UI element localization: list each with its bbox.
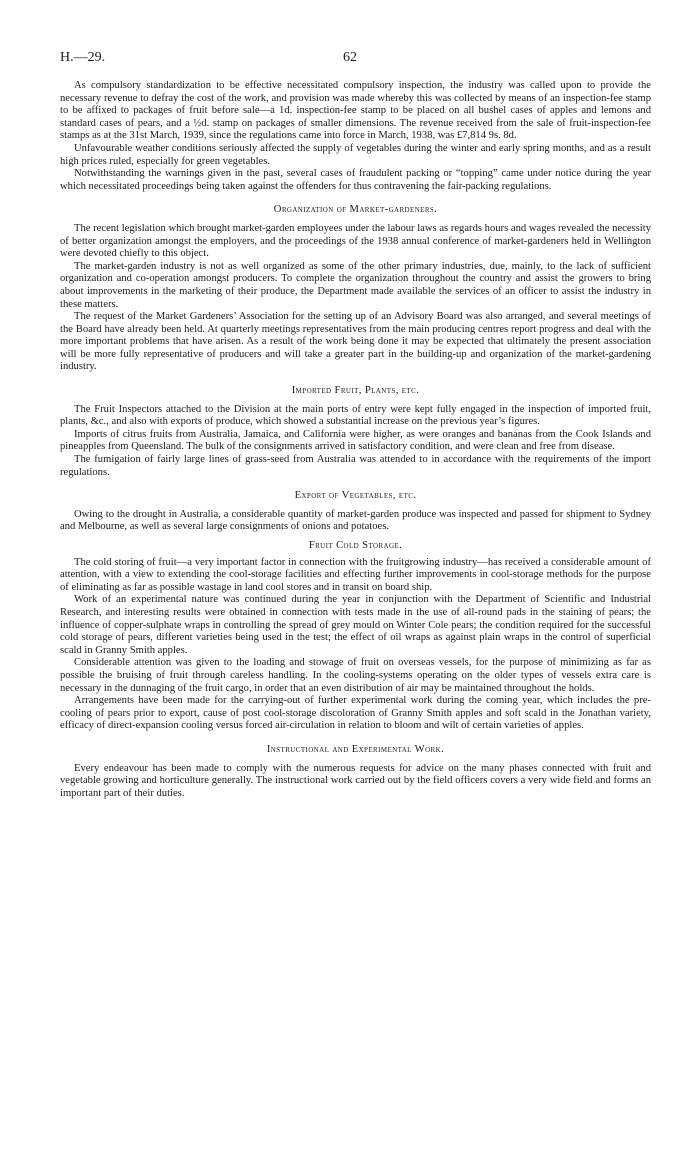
paragraph: Work of an experimental nature was continued during the year in conjunction with the Department of Scientific and Industrial Research, and interesting results were obtained in connection with tests made in the use of all-round pads in the staining of pears; the influence of copper-sulphate wraps in controlling the spread of grey mould on Winter Cole pears; the condition required for the successful cold storage of pears, different varieties being used in the test; the effect of oil wraps as against plain wraps in the control of superficial scald in Granny Smith apples. xyxy=(60,594,651,656)
paragraph: The market-garden industry is not as well organized as some of the other primary industries, due, mainly, to the lack of sufficient organization and co-operation amongst producers. To complete the organization throughout the country and assist the growers to bring about improvements in the marketing of their produce, the Department made available the services of an officer to assist the industry in these matters. xyxy=(60,260,651,310)
paragraph: The fumigation of fairly large lines of grass-seed from Australia was attended to in accordance with the requirements of the import regulations. xyxy=(60,454,651,478)
section-heading: Organization of Market-gardeners. xyxy=(273,204,438,216)
paragraph: As compulsory standardization to be effective necessitated compulsory inspection, the industry was called upon to provide the necessary revenue to defray the cost of the work, and provision was made whereby this was collected by means of an inspection-fee stamp to be affixed to packages of fruit before sale—a 1d. inspection-fee stamp to be placed on all bushel cases of apples and lemons and standard cases of pears, and a ½d. stamp on packages of smaller dimensions. The revenue received from the sale of fruit-inspection-fee stamps as at the 31st March, 1939, since the regulations came into force in March, 1938, was £7,814 9s. 8d. xyxy=(60,80,651,142)
paragraph: The recent legislation which brought market-garden employees under the labour laws as regards hours and wages revealed the necessity of better organization amongst the employers, and the proceedings of the 1938 annual conference of market-gardeners held in Wellington were devoted chiefly to this object. xyxy=(60,222,651,260)
paragraph: Arrangements have been made for the carrying-out of further experimental work during the coming year, which includes the pre-cooling of pears prior to export, cause of post cool-storage discoloration of Granny Smith apples and soft scald in the Jonathan variety, efficacy of direct-expansion cooling versus forced air-circulation in relation to bloom and wilt of certain varieties of apples. xyxy=(60,695,651,732)
section-heading: Export of Vegetables, etc. xyxy=(294,490,417,502)
paragraph: Imports of citrus fruits from Australia, Jamaica, and California were higher, as were oranges and bananas from the Cook Islands and pineapples from Queensland. The bulk of the consignments arrived in satisfactory condition, and were clean and free from disease. xyxy=(60,428,651,453)
section-heading: Imported Fruit, Plants, etc. xyxy=(291,385,420,397)
section-heading: Fruit Cold Storage. xyxy=(308,540,403,551)
page-number: 62 xyxy=(343,50,357,65)
paragraph: The Fruit Inspectors attached to the Division at the main ports of entry were kept fully engaged in the inspection of imported fruit, plants, &c., and also with exports of produce, which showed a substantial increase on the previous year’s figures. xyxy=(60,403,651,428)
page-header xyxy=(60,50,640,70)
report-reference: H.—29. xyxy=(60,50,106,65)
section-heading: Instructional and Experimental Work. xyxy=(266,743,445,755)
paragraph: The request of the Market Gardeners’ Association for the setting up of an Advisory Board was also arranged, and several meetings of the Board have already been held. At quarterly meetings representatives from the main producing centres report progress and deal with the more important problems that have arisen. As a result of the work being done it may be expected that ultimately the present association will be more fully representative of producers and will take a greater part in the building-up and organization of the market-gardening industry. xyxy=(60,311,651,373)
paragraph: Notwithstanding the warnings given in the past, several cases of fraudulent packing or “topping” came under notice during the year which necessitated proceedings being taken against the offenders for thus contravening the fair-packing regulations. xyxy=(60,168,651,192)
paragraph: Owing to the drought in Australia, a considerable quantity of market-garden produce was inspected and passed for shipment to Sydney and Melbourne, as well as several large consignments of onions and potatoes. xyxy=(60,508,651,533)
paragraph: Every endeavour has been made to comply with the numerous requests for advice on the many phases connected with fruit and vegetable growing and horticulture generally. The instructional work carried out by the field officers covers a very wide field and forms an important part of their duties. xyxy=(60,762,651,799)
paragraph: Unfavourable weather conditions seriously affected the supply of vegetables during the winter and early spring months, and as a result high prices ruled, especially for green vegetables. xyxy=(60,142,651,167)
paragraph: Considerable attention was given to the loading and stowage of fruit on overseas vessels, for the purpose of minimizing as far as possible the bruising of fruit through careless handling. In the cooling-systems operating on the older types of vessels extra care is necessary in the dunnaging of the fruit cargo, in order that an even distribution of air may be maintained throughout the holds. xyxy=(60,657,651,694)
paragraph: The cold storing of fruit—a very important factor in connection with the fruitgrowing industry—has received a considerable amount of attention, with a view to extending the cool-storage facilities and effecting further improvements in cool-storage methods for the purpose of eliminating as far as possible wastage in land cool stores and in transit on board ship. xyxy=(60,556,651,593)
page-body xyxy=(60,80,651,800)
